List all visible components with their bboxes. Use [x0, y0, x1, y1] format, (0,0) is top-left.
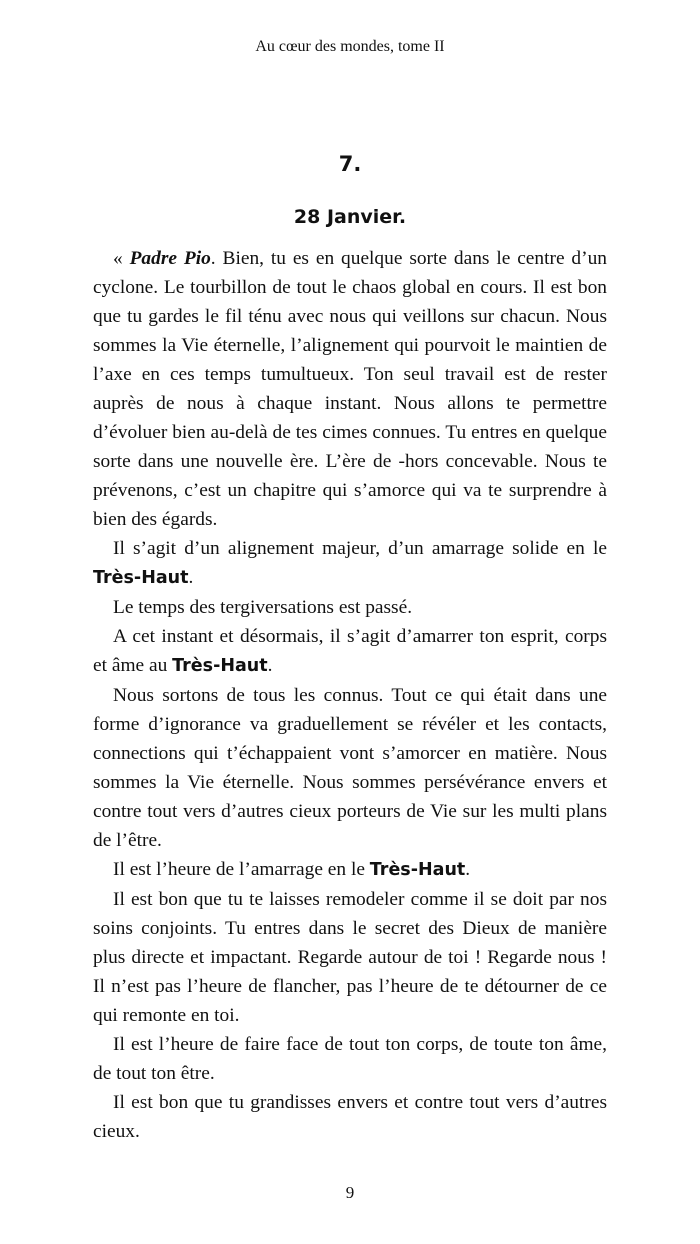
date-heading: 28 Janvier. [293, 206, 407, 228]
page-number: 9 [345, 1183, 355, 1202]
text-segment: Il est l’heure de faire face de tout ton corps, de toute ton âme, de tout ton être. [93, 1034, 607, 1084]
bold-text: Très-Haut [93, 568, 189, 588]
text-segment: Le temps des tergiversations est passé. [113, 597, 413, 618]
body-text [93, 244, 607, 1146]
page [93, 0, 607, 1244]
running-header: Au cœur des mondes, tome II [255, 38, 445, 55]
bold-text: Très-Haut [369, 860, 466, 880]
paragraph [93, 885, 607, 1030]
text-segment: Il est l’heure de l’amarrage en le [113, 859, 370, 880]
paragraph [93, 681, 607, 855]
text-segment: A cet instant et désormais, il s’agit d’amarrer ton esprit, corps et âme au [93, 626, 607, 676]
text-segment: Il s’agit d’un alignement majeur, d’un amarrage solide en le [113, 538, 607, 559]
paragraph [93, 622, 607, 681]
paragraph [93, 534, 607, 593]
bold-text: Très-Haut [172, 656, 268, 676]
paragraph [93, 593, 607, 622]
paragraph [93, 855, 607, 885]
paragraph [93, 1030, 607, 1088]
emphasis-text: Padre Pio [129, 248, 211, 269]
text-segment: . [267, 655, 273, 676]
chapter-number: 7. [338, 152, 362, 176]
text-segment: Nous sortons de tous les connus. Tout ce qui était dans une forme d’ignorance va graduellement se révéler et les contacts, connections qui t’échappaient vont s’amorcer en matière. Nous sommes la Vie éternelle. Nous sommes persévérance envers et contre tout vers d’autres cieux porteurs de Vie sur les multi plans de l’être. [93, 685, 607, 851]
text-segment: . Bien, tu es en quelque sorte dans le centre d’un cyclone. Le tourbillon de tout le chaos global en cours. Il est bon que tu gardes le fil ténu avec nous qui veillons sur chacun. Nous sommes la Vie éternelle, l’alignement qui pourvoit le maintien de l’axe en ces temps tumultueux. Ton seul travail est de rester auprès de nous à chaque instant. Nous allons te permettre d’évoluer bien au-delà de tes cimes connues. Tu entres en quelque sorte dans une nouvelle ère. L’ère de -hors concevable. Nous te prévenons, c’est un chapitre qui s’amorce qui va te surprendre à bien des égards. [93, 248, 607, 530]
text-segment: Il est bon que tu te laisses remodeler comme il se doit par nos soins conjoints. Tu entres dans le secret des Dieux de manière plus directe et impactant. Regarde autour de toi ! Regarde nous ! Il n’est pas l’heure de flancher, pas l’heure de te détourner de ce qui remonte en toi. [93, 889, 607, 1026]
text-segment: « [113, 248, 130, 269]
text-segment: . [465, 859, 471, 880]
paragraph [93, 244, 607, 534]
paragraph [93, 1088, 607, 1146]
text-segment: Il est bon que tu grandisses envers et contre tout vers d’autres cieux. [93, 1092, 607, 1142]
text-segment: . [188, 567, 194, 588]
